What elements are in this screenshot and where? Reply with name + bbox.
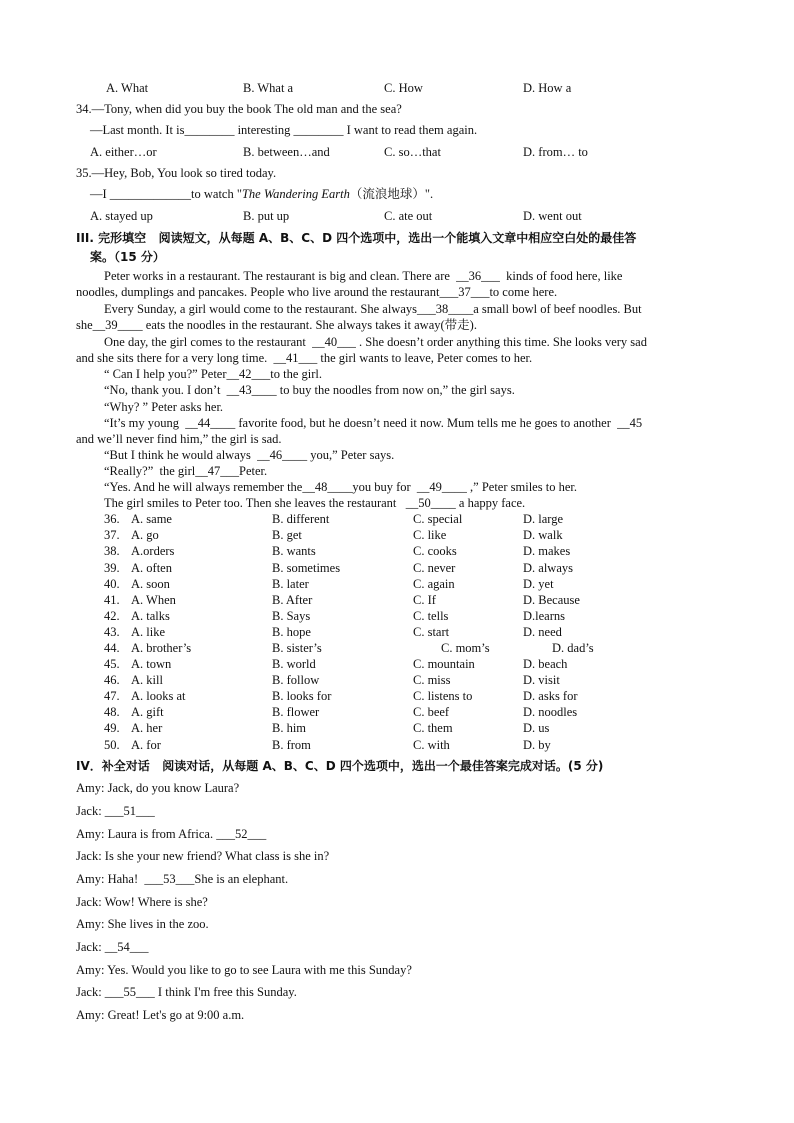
item-number: 43. bbox=[104, 625, 120, 639]
dialogue-line: Amy: Jack, do you know Laura? bbox=[76, 781, 240, 795]
item-number: 36. bbox=[104, 512, 120, 526]
option-c[interactable]: C. with bbox=[413, 738, 450, 752]
q35-reply-post: （流浪地球）". bbox=[349, 187, 434, 201]
option-b[interactable]: B. him bbox=[272, 721, 307, 735]
option-b[interactable]: B. looks for bbox=[272, 689, 332, 703]
option-b[interactable]: B. follow bbox=[272, 673, 320, 687]
passage-line: she__39____ eats the noodles in the restaurant. She always takes it away(带走). bbox=[76, 318, 477, 332]
option-b[interactable]: B. later bbox=[272, 577, 309, 591]
item-number: 39. bbox=[104, 561, 120, 575]
q34-option-c[interactable]: C. so…that bbox=[384, 145, 441, 159]
option-b[interactable]: B. get bbox=[272, 528, 302, 542]
dialogue-line: Amy: Great! Let's go at 9:00 a.m. bbox=[76, 1008, 245, 1022]
passage-line: noodles, dumplings and pancakes. People who live around the restaurant___37___to come here. bbox=[76, 285, 558, 299]
option-c[interactable]: C. cooks bbox=[413, 544, 457, 558]
option-a[interactable]: A. soon bbox=[131, 577, 170, 591]
option-c[interactable]: C. mountain bbox=[413, 657, 475, 671]
option-d[interactable]: D. asks for bbox=[523, 689, 578, 703]
passage-line: “Yes. And he will always remember the__48____you buy for __49____ ,” Peter smiles to her. bbox=[104, 480, 577, 494]
item-number: 37. bbox=[104, 528, 120, 542]
option-c[interactable]: C. tells bbox=[413, 609, 449, 623]
option-a[interactable]: A. kill bbox=[131, 673, 163, 687]
option-b[interactable]: B. different bbox=[272, 512, 330, 526]
section3-heading: III. 完形填空 阅读短文，从每题 A、B、C、D 四个选项中，选出一个能填入文章中相应空白处的最佳答 bbox=[76, 231, 637, 245]
option-c[interactable]: C. If bbox=[413, 593, 436, 607]
dialogue-line: Jack: ___55___ I think I'm free this Sunday. bbox=[76, 985, 297, 999]
option-a[interactable]: A. When bbox=[131, 593, 176, 607]
dialogue-line: Jack: __54___ bbox=[76, 940, 149, 954]
option-b[interactable]: B. world bbox=[272, 657, 316, 671]
option-a[interactable]: A. gift bbox=[131, 705, 164, 719]
option-a[interactable]: A. her bbox=[131, 721, 163, 735]
option-c[interactable]: C. listens to bbox=[413, 689, 473, 703]
q35-option-d[interactable]: D. went out bbox=[523, 209, 582, 223]
option-b[interactable]: B. wants bbox=[272, 544, 316, 558]
option-c[interactable]: C. them bbox=[413, 721, 453, 735]
item-number: 44. bbox=[104, 641, 120, 655]
option-a[interactable]: A. brother’s bbox=[131, 641, 192, 655]
option-c[interactable]: C. special bbox=[413, 512, 463, 526]
passage-line: Peter works in a restaurant. The restaurant is big and clean. There are __36___ kinds of food here, like bbox=[104, 269, 623, 283]
passage-line: “No, thank you. I don’t __43____ to buy the noodles from now on,” the girl says. bbox=[104, 383, 515, 397]
q35-stem: 35.—Hey, Bob, You look so tired today. bbox=[76, 166, 277, 180]
passage-line: “Really?” the girl__47___Peter. bbox=[104, 464, 268, 478]
option-a[interactable]: A. go bbox=[131, 528, 159, 542]
item-number: 50. bbox=[104, 738, 120, 752]
option-a[interactable]: A. like bbox=[131, 625, 166, 639]
passage-line: and we’ll never find him,” the girl is sad. bbox=[76, 432, 282, 446]
q35-option-c[interactable]: C. ate out bbox=[384, 209, 433, 223]
option-a[interactable]: A. town bbox=[131, 657, 172, 671]
dialogue-line: Jack: ___51___ bbox=[76, 804, 155, 818]
item-number: 42. bbox=[104, 609, 120, 623]
option-d[interactable]: D.learns bbox=[523, 609, 565, 623]
dialogue-line: Amy: Laura is from Africa. ___52___ bbox=[76, 827, 267, 841]
passage-line: “It’s my young __44____ favorite food, but he doesn’t need it now. Mum tells me he goes to another __45 bbox=[104, 416, 643, 430]
q33-option-d[interactable]: D. How a bbox=[523, 81, 572, 95]
option-d[interactable]: D. dad’s bbox=[552, 641, 594, 655]
q34-option-a[interactable]: A. either…or bbox=[90, 145, 157, 159]
q35-option-a[interactable]: A. stayed up bbox=[90, 209, 153, 223]
q35-film-title: The Wandering Earth bbox=[241, 187, 350, 201]
item-number: 38. bbox=[104, 544, 120, 558]
option-a[interactable]: A. same bbox=[131, 512, 172, 526]
item-number: 46. bbox=[104, 673, 120, 687]
option-b[interactable]: B. After bbox=[272, 593, 313, 607]
option-d[interactable]: D. Because bbox=[523, 593, 580, 607]
option-a[interactable]: A. talks bbox=[131, 609, 170, 623]
passage-line: “ Can I help you?” Peter__42___to the girl. bbox=[104, 367, 322, 381]
q33-option-b[interactable]: B. What a bbox=[243, 81, 294, 95]
option-d[interactable]: D. large bbox=[523, 512, 564, 526]
q34-option-d[interactable]: D. from… to bbox=[523, 145, 588, 159]
option-c[interactable]: C. again bbox=[413, 577, 455, 591]
option-d[interactable]: D. always bbox=[523, 561, 573, 575]
item-number: 49. bbox=[104, 721, 120, 735]
option-c[interactable]: C. mom’s bbox=[441, 641, 490, 655]
option-b[interactable]: B. sister’s bbox=[272, 641, 322, 655]
option-d[interactable]: D. walk bbox=[523, 528, 563, 542]
option-d[interactable]: D. by bbox=[523, 738, 551, 752]
option-a[interactable]: A.orders bbox=[131, 544, 175, 558]
q34-stem: 34.—Tony, when did you buy the book The old man and the sea? bbox=[76, 102, 402, 116]
item-number: 45. bbox=[104, 657, 120, 671]
passage-line: The girl smiles to Peter too. Then she leaves the restaurant __50____ a happy face. bbox=[104, 496, 526, 510]
option-c[interactable]: C. miss bbox=[413, 673, 451, 687]
dialogue-line: Jack: Is she your new friend? What class is she in? bbox=[76, 849, 330, 863]
item-number: 47. bbox=[104, 689, 120, 703]
option-b[interactable]: B. hope bbox=[272, 625, 311, 639]
option-a[interactable]: A. for bbox=[131, 738, 161, 752]
q34-reply: —Last month. It is________ interesting ________ I want to read them again. bbox=[90, 123, 478, 137]
q33-option-c[interactable]: C. How bbox=[384, 81, 423, 95]
option-b[interactable]: B. from bbox=[272, 738, 311, 752]
passage-line: Every Sunday, a girl would come to the restaurant. She always___38____a small bowl of beef noodles. But bbox=[104, 302, 642, 316]
option-d[interactable]: D. yet bbox=[523, 577, 554, 591]
passage-line: One day, the girl comes to the restaurant __40___ . She doesn’t order anything this time. She looks very sad bbox=[104, 335, 647, 349]
item-number: 48. bbox=[104, 705, 120, 719]
option-d[interactable]: D. visit bbox=[523, 673, 560, 687]
option-c[interactable]: C. start bbox=[413, 625, 450, 639]
q35-reply-pre: —I _____________to watch " bbox=[90, 187, 242, 201]
option-d[interactable]: D. noodles bbox=[523, 705, 578, 719]
option-c[interactable]: C. beef bbox=[413, 705, 450, 719]
option-d[interactable]: D. makes bbox=[523, 544, 571, 558]
option-b[interactable]: B. sometimes bbox=[272, 561, 341, 575]
item-number: 41. bbox=[104, 593, 120, 607]
q35-reply bbox=[90, 186, 433, 202]
option-b[interactable]: B. Says bbox=[272, 609, 311, 623]
dialogue-line: Amy: She lives in the zoo. bbox=[76, 917, 209, 931]
section4-heading: IV．补全对话 阅读对话，从每题 A、B、C、D 四个选项中，选出一个最佳答案完成对话。(5 分) bbox=[76, 759, 604, 773]
option-c[interactable]: C. like bbox=[413, 528, 447, 542]
item-number: 40. bbox=[104, 577, 120, 591]
option-d[interactable]: D. beach bbox=[523, 657, 568, 671]
option-b[interactable]: B. flower bbox=[272, 705, 320, 719]
option-d[interactable]: D. need bbox=[523, 625, 562, 639]
dialogue-line: Amy: Haha! ___53___She is an elephant. bbox=[76, 872, 289, 886]
option-a[interactable]: A. often bbox=[131, 561, 172, 575]
dialogue-line: Jack: Wow! Where is she? bbox=[76, 895, 208, 909]
passage-line: “Why? ” Peter asks her. bbox=[104, 400, 224, 414]
dialogue-line: Amy: Yes. Would you like to go to see Laura with me this Sunday? bbox=[76, 963, 412, 977]
option-a[interactable]: A. looks at bbox=[131, 689, 186, 703]
option-c[interactable]: C. never bbox=[413, 561, 456, 575]
option-d[interactable]: D. us bbox=[523, 721, 550, 735]
q33-option-a[interactable]: A. What bbox=[106, 81, 149, 95]
q35-option-b[interactable]: B. put up bbox=[243, 209, 290, 223]
passage-line: “But I think he would always __46____ you,” Peter says. bbox=[104, 448, 395, 462]
passage-line: and she sits there for a very long time. __41___ the girl wants to leave, Peter comes to her. bbox=[76, 351, 533, 365]
section3-heading-cont: 案。（15 分） bbox=[90, 250, 165, 264]
q34-option-b[interactable]: B. between…and bbox=[243, 145, 330, 159]
